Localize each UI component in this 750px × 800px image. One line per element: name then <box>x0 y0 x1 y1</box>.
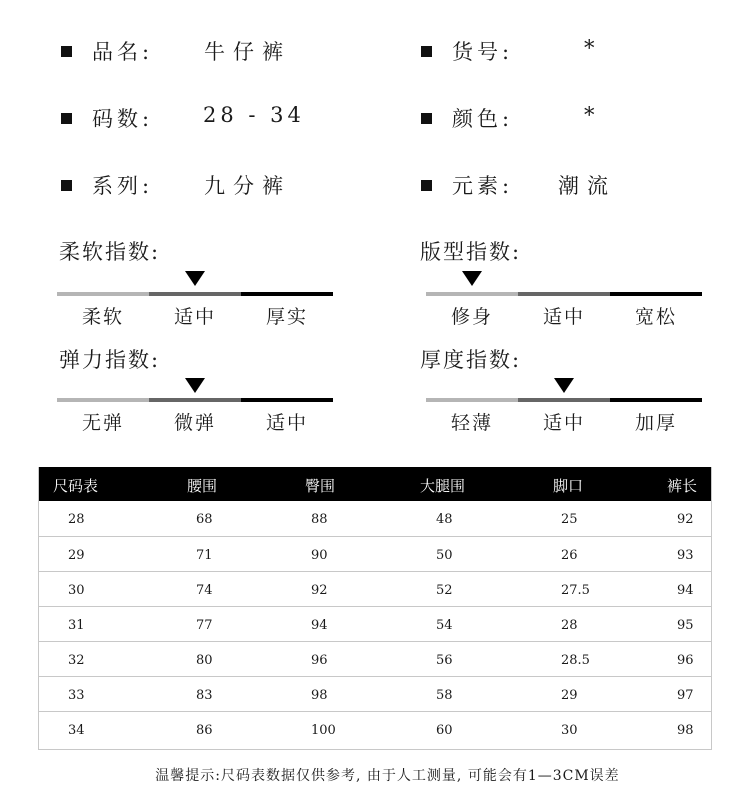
elasticity-scale <box>57 398 333 402</box>
info-label: 品名: <box>92 40 154 64</box>
bullet-square-icon <box>421 180 432 191</box>
table-cell: 68 <box>196 512 213 527</box>
table-cell: 29 <box>561 688 578 703</box>
table-cell: 26 <box>561 548 578 563</box>
table-cell: 90 <box>311 548 328 563</box>
table-header-cell: 大腿围 <box>420 477 466 495</box>
table-cell: 98 <box>677 723 694 738</box>
elasticity-option: 无弹 <box>81 412 124 434</box>
table-cell: 93 <box>677 548 694 563</box>
bullet-square-icon <box>421 113 432 124</box>
fit-scale <box>426 292 702 296</box>
table-cell: 94 <box>677 583 694 598</box>
softness-index-title: 柔软指数: <box>59 240 161 264</box>
softness-option: 适中 <box>173 306 216 328</box>
table-row <box>39 571 711 606</box>
table-cell: 29 <box>68 548 85 563</box>
bullet-square-icon <box>421 46 432 57</box>
info-value: 牛仔裤 <box>204 40 291 64</box>
table-cell: 28.5 <box>561 653 590 668</box>
scale-segment <box>610 292 702 296</box>
info-value: 九分裤 <box>204 174 291 198</box>
table-cell: 31 <box>68 618 85 633</box>
bullet-square-icon <box>61 46 72 57</box>
table-cell: 28 <box>561 618 578 633</box>
table-header-cell: 尺码表 <box>53 477 99 495</box>
scale-segment <box>241 398 333 402</box>
fit-option: 修身 <box>450 306 493 328</box>
scale-segment <box>241 292 333 296</box>
table-cell: 97 <box>677 688 694 703</box>
table-cell: 74 <box>196 583 213 598</box>
scale-segment <box>426 398 518 402</box>
size-table-header <box>39 467 711 501</box>
table-cell: 56 <box>436 653 453 668</box>
table-cell: 88 <box>311 512 328 527</box>
info-label: 颜色: <box>452 107 514 131</box>
table-cell: 100 <box>311 723 336 738</box>
table-cell: 98 <box>311 688 328 703</box>
table-header-cell: 臀围 <box>305 477 336 495</box>
softness-pointer-icon <box>185 271 205 286</box>
fit-options <box>426 302 702 329</box>
table-header-cell: 脚口 <box>553 477 584 495</box>
info-value: 28 - 34 <box>203 103 305 127</box>
table-cell: 52 <box>436 583 453 598</box>
scale-segment <box>57 398 149 402</box>
table-row <box>39 676 711 711</box>
table-cell: 83 <box>196 688 213 703</box>
bullet-square-icon <box>61 113 72 124</box>
softness-option: 厚实 <box>265 306 308 328</box>
table-row <box>39 606 711 641</box>
softness-option: 柔软 <box>81 306 124 328</box>
table-cell: 32 <box>68 653 85 668</box>
table-row <box>39 641 711 676</box>
elasticity-pointer-icon <box>185 378 205 393</box>
fit-option: 宽松 <box>634 306 677 328</box>
fit-option: 适中 <box>542 306 585 328</box>
bullet-square-icon <box>61 180 72 191</box>
fit-index-title: 版型指数: <box>420 240 522 264</box>
table-row <box>39 711 711 746</box>
table-cell: 30 <box>68 583 85 598</box>
table-row <box>39 536 711 571</box>
info-value: 潮流 <box>558 174 616 198</box>
table-cell: 25 <box>561 512 578 527</box>
table-cell: 60 <box>436 723 453 738</box>
info-element <box>421 170 513 200</box>
thickness-option: 适中 <box>542 412 585 434</box>
table-cell: 48 <box>436 512 453 527</box>
table-cell: 27.5 <box>561 583 590 598</box>
size-table <box>38 467 712 750</box>
table-header-cell: 裤长 <box>667 477 698 495</box>
elasticity-options <box>57 408 333 435</box>
scale-segment <box>610 398 702 402</box>
table-row <box>39 501 711 536</box>
info-label: 系列: <box>92 174 154 198</box>
scale-segment <box>149 292 241 296</box>
thickness-options <box>426 408 702 435</box>
scale-segment <box>57 292 149 296</box>
thickness-pointer-icon <box>554 378 574 393</box>
measurement-tip: 温馨提示:尺码表数据仅供参考, 由于人工测量, 可能会有1—3CM误差 <box>155 768 620 784</box>
elasticity-option: 适中 <box>265 412 308 434</box>
info-color <box>421 103 513 133</box>
info-series <box>61 170 153 200</box>
thickness-option: 轻薄 <box>450 412 493 434</box>
scale-segment <box>518 398 610 402</box>
info-label: 码数: <box>92 107 154 131</box>
table-cell: 50 <box>436 548 453 563</box>
thickness-index-title: 厚度指数: <box>420 348 522 372</box>
thickness-scale <box>426 398 702 402</box>
info-value: * <box>584 36 603 60</box>
table-cell: 71 <box>196 548 213 563</box>
scale-segment <box>426 292 518 296</box>
softness-options <box>57 302 333 329</box>
table-cell: 80 <box>196 653 213 668</box>
scale-segment <box>149 398 241 402</box>
table-cell: 96 <box>677 653 694 668</box>
table-cell: 58 <box>436 688 453 703</box>
fit-pointer-icon <box>462 271 482 286</box>
info-name <box>61 36 153 66</box>
scale-segment <box>518 292 610 296</box>
thickness-option: 加厚 <box>634 412 677 434</box>
table-cell: 96 <box>311 653 328 668</box>
table-cell: 77 <box>196 618 213 633</box>
info-value: * <box>584 103 603 127</box>
elasticity-option: 微弹 <box>173 412 216 434</box>
softness-scale <box>57 292 333 296</box>
elasticity-index-title: 弹力指数: <box>59 348 161 372</box>
table-cell: 92 <box>677 512 694 527</box>
table-cell: 92 <box>311 583 328 598</box>
table-cell: 28 <box>68 512 85 527</box>
table-cell: 95 <box>677 618 694 633</box>
info-size <box>61 103 153 133</box>
info-label: 元素: <box>452 174 514 198</box>
table-cell: 34 <box>68 723 85 738</box>
table-cell: 33 <box>68 688 85 703</box>
table-header-cell: 腰围 <box>187 477 218 495</box>
table-cell: 86 <box>196 723 213 738</box>
table-cell: 94 <box>311 618 328 633</box>
info-sku <box>421 36 513 66</box>
info-label: 货号: <box>452 40 514 64</box>
table-cell: 54 <box>436 618 453 633</box>
table-cell: 30 <box>561 723 578 738</box>
